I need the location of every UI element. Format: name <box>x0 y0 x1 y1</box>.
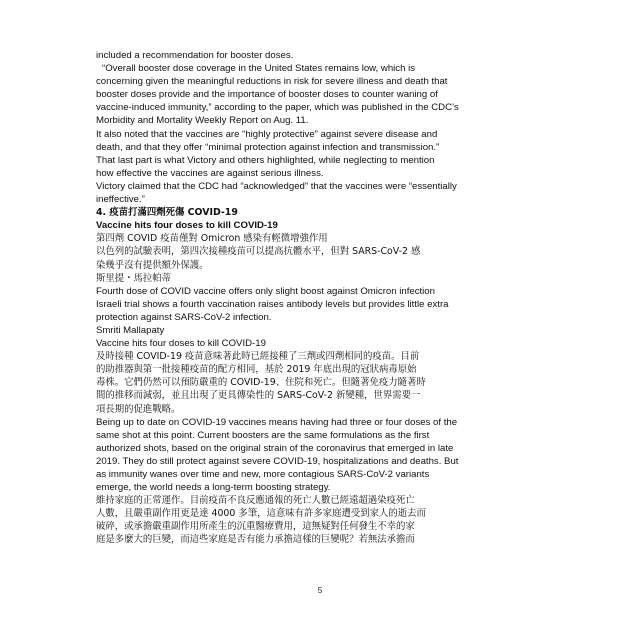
text-line: included a recommendation for booster doses. <box>96 50 294 61</box>
text-line: That last part is what Victory and others highlighted, while neglecting to mention <box>96 154 435 166</box>
text-line: as immunity wanes over time and new, more contagious SARS-CoV-2 variants <box>96 469 430 480</box>
text-line: emerge, the world needs a long-term boosting strategy. <box>96 482 331 494</box>
text-line: 的助推器與第一批接種疫苗的配方相同，基於 2019 年底出現的冠狀病毒原始 <box>96 364 417 376</box>
text-line: 毒株。它們仍然可以預防嚴重的 COVID-19、住院和死亡。但隨著免疫力隨著時 <box>96 377 426 389</box>
section-subheading: Vaccine hits four doses to kill COVID-19 <box>96 220 278 232</box>
text-line: 項長期的促進戰略。 <box>96 403 181 415</box>
text-line: same shot at this point. Current boosters are the same formulations as the first <box>96 429 430 441</box>
text-line: 維持家庭的正常運作。目前疫苗不良反應通報的死亡人數已經遠超過染疫死亡 <box>96 495 415 507</box>
body-text <box>96 49 528 547</box>
text-line: It also noted that the vaccines are “highly protective” against severe disease and <box>96 128 438 140</box>
section-heading: 4. 疫苗打滿四劑死傷 COVID-19 <box>96 207 238 219</box>
text-line: Israeli trial shows a fourth vaccination raises antibody levels but provides little extra <box>96 298 449 310</box>
text-line: vaccine-induced immunity,” according to the paper, which was published in the CDC’s <box>96 102 459 114</box>
text-line: Being up to date on COVID-19 vaccines means having had three or four doses of the <box>96 416 458 428</box>
text-line: 人數，且嚴重副作用更是達 4000 多筆，這意味有許多家庭遭受到家人的逝去而 <box>96 508 426 520</box>
text-line: 以色列的試驗表明，第四次接種疫苗可以提高抗體水平，但對 SARS-CoV-2 感 <box>96 246 421 258</box>
text-line: 破碎，或承擔嚴重副作用所產生的沉重醫療費用，這無疑對任何發生不幸的家 <box>96 521 415 533</box>
text-line: authorized shots, based on the original strain of the coronavirus that emerged in late <box>96 442 454 454</box>
text-line: concerning given the meaningful reductions in risk for severe illness and death that <box>96 76 448 88</box>
text-line: protection against SARS-CoV-2 infection. <box>96 311 272 323</box>
text-line: 間的推移而減弱，並且出現了更具傳染性的 SARS-CoV-2 新變種，世界需要一 <box>96 390 421 402</box>
author-name: Smriti Mallapaty <box>96 324 165 336</box>
text-line: Vaccine hits four doses to kill COVID-19 <box>96 338 266 350</box>
text-line: 染幾乎沒有提供額外保護。 <box>96 259 209 271</box>
text-line: 庭是多麼大的巨變，而這些家庭是否有能力承擔這樣的巨變呢？若無法承擔而 <box>96 534 415 546</box>
author-name-zh: 斯里提・馬拉帕蒂 <box>96 272 172 284</box>
text-line: 及時接種 COVID-19 疫苗意味著此時已經接種了三劑或四劑相同的疫苗。目前 <box>96 351 420 363</box>
page-number: 5 <box>317 586 323 595</box>
text-line: Morbidity and Mortality Weekly Report on Aug. 11. <box>96 115 309 127</box>
text-line: ineffective.” <box>96 194 145 206</box>
text-line: booster doses provide and the importance of booster doses to counter waning of <box>96 89 438 101</box>
text-line: Fourth dose of COVID vaccine offers only slight boost against Omicron infection <box>96 285 435 297</box>
text-line: death, and that they offer “minimal protection against infection and transmission.” <box>96 141 440 153</box>
text-line: Victory claimed that the CDC had “acknowledged” that the vaccines were “essentially <box>96 180 457 192</box>
text-line: 2019. They do still protect against severe COVID-19, hospitalizations and deaths. But <box>96 455 459 467</box>
text-line: “Overall booster dose coverage in the United States remains low, which is <box>102 63 416 75</box>
text-line: 第四劑 COVID 疫苗僅對 Omicron 感染有輕微增強作用 <box>96 233 328 245</box>
text-line: how effective the vaccines are against serious illness. <box>96 167 324 179</box>
